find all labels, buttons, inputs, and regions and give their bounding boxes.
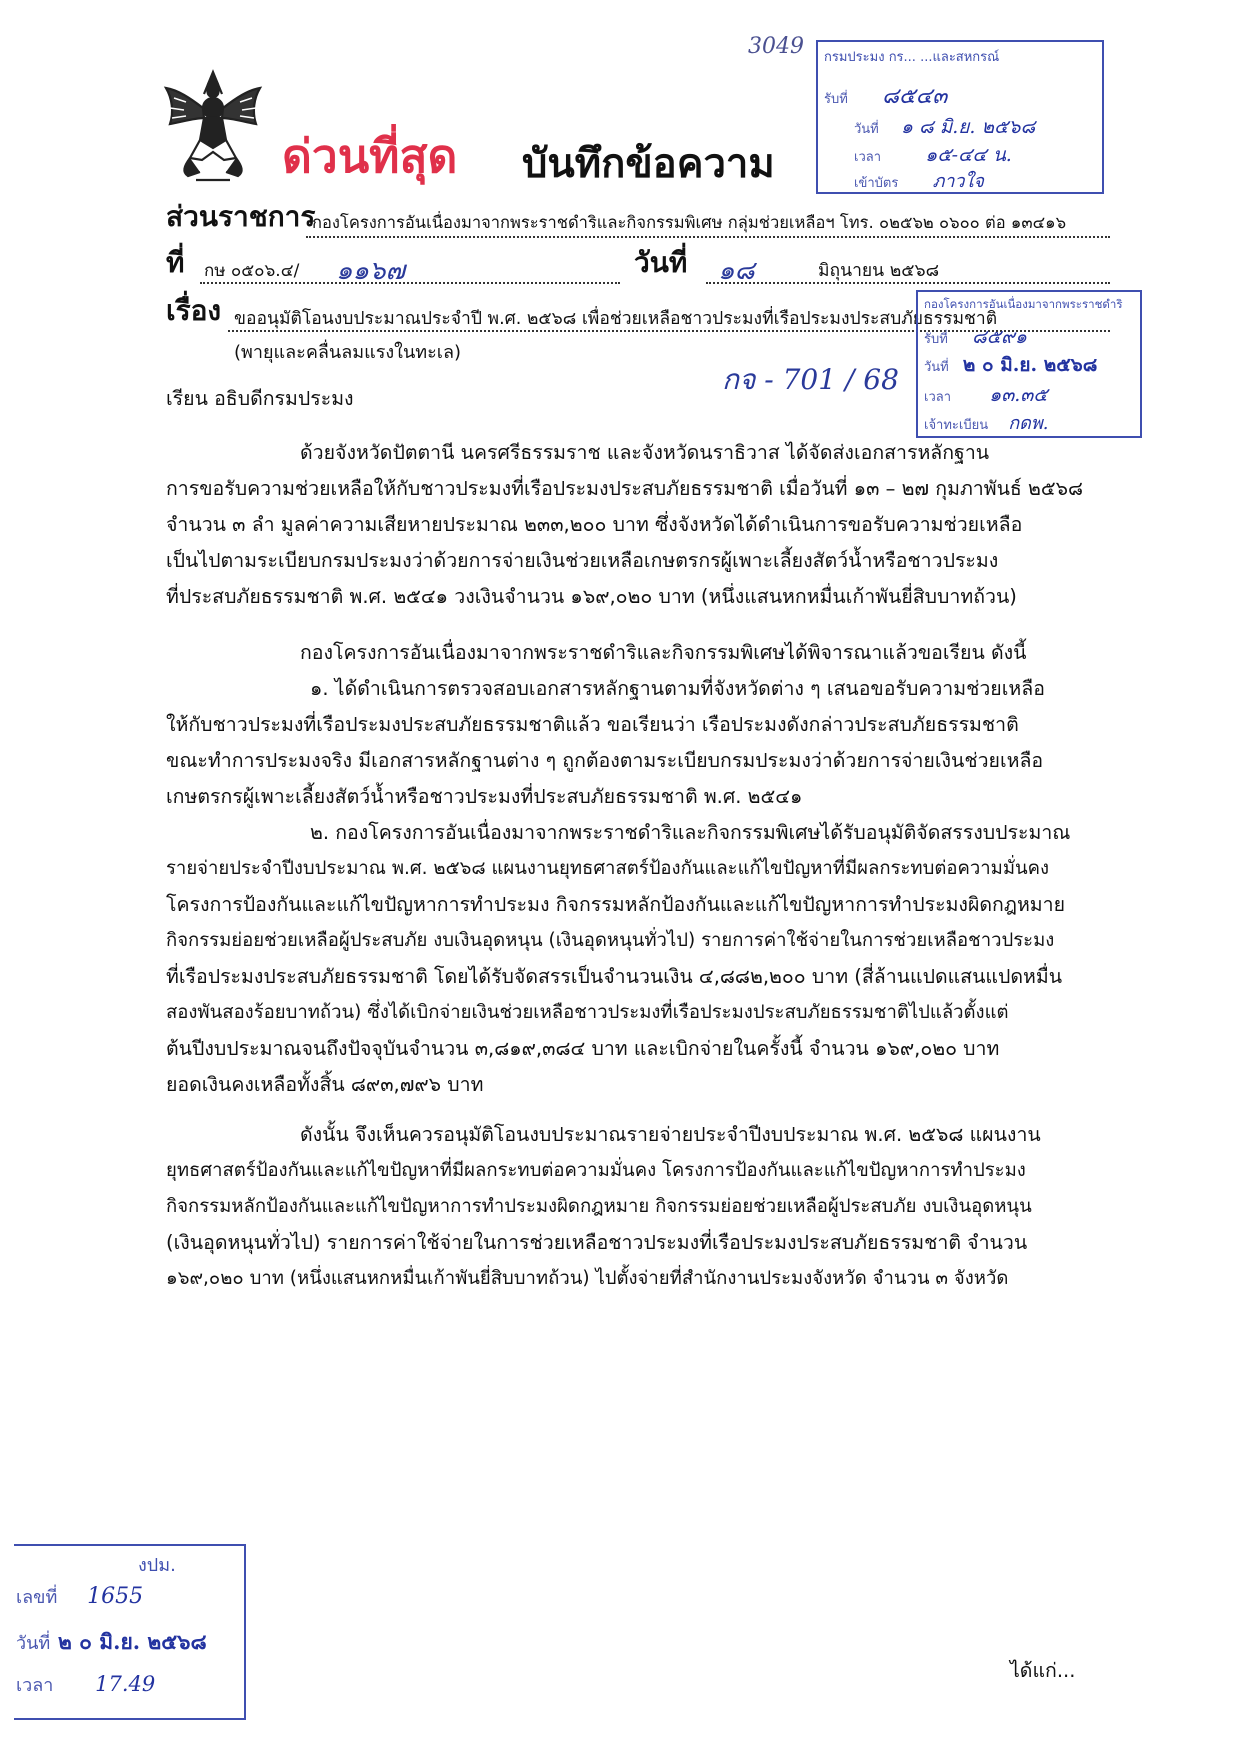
stamp-mid-date-value: ๒ ๐ มิ.ย. ๒๕๖๘	[962, 354, 1098, 376]
body-line-23: ๑๖๙,๐๒๐ บาท (หนึ่งแสนหกหมื่นเก้าพันยี่สิบบาทถ้วน) ไปตั้งจ่ายที่สำนักงานประมงจังหวัด จำนวน ๓ จังหวัด	[166, 1268, 1009, 1289]
stamp-mid-officer-value: กดพ.	[1008, 413, 1049, 434]
stamp-bottom-number-label: เลขที่	[16, 1587, 58, 1608]
subject-label: เรื่อง	[166, 294, 222, 327]
stamp-mid-received-label: รับที่	[924, 332, 948, 347]
body-line-18: ยอดเงินคงเหลือทั้งสิ้น ๘๙๓,๗๙๖ บาท	[166, 1073, 484, 1096]
body-line-8: ให้กับชาวประมงที่เรือประมงประสบภัยธรรมชาติแล้ว ขอเรียนว่า เรือประมงดังกล่าวประสบภัยธรรมชาติ	[166, 713, 1019, 736]
body-line-14: กิจกรรมย่อยช่วยเหลือผู้ประสบภัย งบเงินอุดหนุน (เงินอุดหนุนทั่วไป) รายการค่าใช้จ่ายในการช่วยเหลือชาวประมง	[166, 930, 1055, 951]
body-line-4: เป็นไปตามระเบียบกรมประมงว่าด้วยการจ่ายเงินช่วยเหลือเกษตรกรผู้เพาะเลี้ยงสัตว์น้ำหรือชาวประมง	[166, 549, 999, 572]
body-line-11: ๒. กองโครงการอันเนื่องมาจากพระราชดำริและกิจกรรมพิเศษได้รับอนุมัติจัดสรรงบประมาณ	[310, 821, 1071, 844]
body-line-3: จำนวน ๓ ลำ มูลค่าความเสียหายประมาณ ๒๓๓,๒๐๐ บาท ซึ่งจังหวัดได้ดำเนินการขอรับความช่วยเหลือ	[166, 513, 1023, 536]
body-line-13: โครงการป้องกันและแก้ไขปัญหาการทำประมง กิจกรรมหลักป้องกันและแก้ไขปัญหาการทำประมงผิดกฎหมาย	[166, 893, 1066, 916]
number-value: กษ ๐๕๐๖.๔/	[204, 261, 300, 281]
stamp-bottom-date-label: วันที่	[16, 1633, 51, 1654]
urgency-label: ด่วนที่สุด	[282, 129, 458, 183]
stamp-mid-officer-label: เจ้าทะเบียน	[924, 418, 989, 433]
stamp-bottom-time-value: 17.49	[95, 1672, 156, 1696]
body-line-12: รายจ่ายประจำปีงบประมาณ พ.ศ. ๒๕๖๘ แผนงานยุทธศาสตร์ป้องกันและแก้ไขปัญหาที่มีผลกระทบต่อความมั่นคง	[166, 858, 1050, 879]
date-dotted-line	[706, 282, 1110, 284]
received-stamp-bottom	[14, 1544, 246, 1720]
continuation-marker: ได้แก่...	[1010, 1659, 1076, 1682]
stamp-top-officer-value: ภาวใจ	[932, 171, 984, 192]
doc-type-title: บันทึกข้อความ	[522, 141, 775, 187]
agency-dotted-line	[306, 236, 1110, 238]
handwritten-corner-note: 3049	[748, 34, 804, 59]
stamp-mid-date-label: วันที่	[924, 360, 949, 375]
date-day-handwritten: ๑๘	[718, 256, 755, 286]
stamp-bottom-number-value: 1655	[87, 1584, 144, 1609]
stamp-bottom-title: งปม.	[138, 1555, 176, 1576]
stamp-top-time-value: ๑๕-๔๔ น.	[925, 144, 1012, 166]
salutation: เรียน อธิบดีกรมประมง	[166, 387, 354, 410]
body-line-2: การขอรับความช่วยเหลือให้กับชาวประมงที่เรือประมงประสบภัยธรรมชาติ เมื่อวันที่ ๑๓ – ๒๗ กุมภาพันธ์ ๒๕๖๘	[166, 477, 1084, 500]
number-handwritten: ๑๑๖๗	[336, 256, 406, 286]
body-line-5: ที่ประสบภัยธรรมชาติ พ.ศ. ๒๕๔๑ วงเงินจำนวน ๑๖๙,๐๒๐ บาท (หนึ่งแสนหกหมื่นเก้าพันยี่สิบบาทถ้วน)	[166, 585, 1017, 608]
stamp-bottom-date-value: ๒ ๐ มิ.ย. ๒๕๖๘	[58, 1629, 207, 1654]
stamp-top-date-value: ๑ ๘ มิ.ย. ๒๕๖๘	[900, 116, 1036, 138]
handwritten-reference: กจ - 701 / 68	[722, 363, 899, 396]
stamp-top-date-label: วันที่	[854, 122, 879, 137]
number-label: ที่	[166, 246, 185, 279]
garuda-emblem-icon	[160, 68, 266, 186]
body-line-22: (เงินอุดหนุนทั่วไป) รายการค่าใช้จ่ายในการช่วยเหลือชาวประมงที่เรือประมงประสบภัยธรรมชาติ จำนวน	[166, 1231, 1028, 1254]
stamp-top-received-value: ๘๕๔๓	[881, 84, 948, 109]
agency-value: กองโครงการอันเนื่องมาจากพระราชดำริและกิจกรรมพิเศษ กลุ่มช่วยเหลือฯ โทร. ๐๒๕๖๒ ๐๖๐๐ ต่อ ๑๓๔๑๖	[312, 213, 1067, 232]
body-line-19: ดังนั้น จึงเห็นควรอนุมัติโอนงบประมาณรายจ่ายประจำปีงบประมาณ พ.ศ. ๒๕๖๘ แผนงาน	[300, 1123, 1041, 1146]
body-line-15: ที่เรือประมงประสบภัยธรรมชาติ โดยได้รับจัดสรรเป็นจำนวนเงิน ๔,๘๘๒,๒๐๐ บาท (สี่ล้านแปดแสนแปดหมื่น	[166, 965, 1063, 988]
date-label: วันที่	[634, 246, 688, 279]
body-line-1: ด้วยจังหวัดปัตตานี นครศรีธรรมราช และจังหวัดนราธิวาส ได้จัดส่งเอกสารหลักฐาน	[300, 441, 990, 464]
body-line-9: ขณะทำการประมงจริง มีเอกสารหลักฐานต่าง ๆ ถูกต้องตามระเบียบกรมประมงว่าด้วยการจ่ายเงินช่วยเหลือ	[166, 749, 1044, 772]
stamp-top-officer-label: เข้าบัตร	[854, 176, 899, 191]
stamp-mid-time-value: ๑๓.๓๕	[989, 384, 1048, 406]
agency-label: ส่วนราชการ	[166, 200, 316, 233]
stamp-top-time-label: เวลา	[854, 150, 882, 165]
received-stamp-top	[816, 40, 1104, 194]
body-line-21: กิจกรรมหลักป้องกันและแก้ไขปัญหาการทำประมงผิดกฎหมาย กิจกรรมย่อยช่วยเหลือผู้ประสบภัย งบเงินอุดหนุน	[166, 1196, 1032, 1217]
subject-line1: ขออนุมัติโอนงบประมาณประจำปี พ.ศ. ๒๕๖๘ เพื่อช่วยเหลือชาวประมงที่เรือประมงประสบภัยธรรมชาติ	[234, 309, 998, 329]
stamp-mid-received-value: ๘๕๙๑	[971, 326, 1027, 348]
received-stamp-mid	[916, 290, 1142, 438]
body-line-6: กองโครงการอันเนื่องมาจากพระราชดำริและกิจกรรมพิเศษได้พิจารณาแล้วขอเรียน ดังนี้	[300, 641, 1027, 664]
body-line-17: ต้นปีงบประมาณจนถึงปัจจุบันจำนวน ๓,๘๑๙,๓๘๔ บาท และเบิกจ่ายในครั้งนี้ จำนวน ๑๖๙,๐๒๐ บาท	[166, 1037, 1000, 1060]
stamp-mid-title: กองโครงการอันเนื่องมาจากพระราชดำริ	[924, 297, 1123, 311]
stamp-bottom-time-label: เวลา	[16, 1675, 54, 1696]
body-line-7: ๑. ได้ดำเนินการตรวจสอบเอกสารหลักฐานตามที่จังหวัดต่าง ๆ เสนอขอรับความช่วยเหลือ	[310, 677, 1045, 700]
date-rest: มิถุนายน ๒๕๖๘	[818, 261, 940, 281]
stamp-top-title: กรมประมง กร... ...และสหกรณ์	[824, 50, 1000, 65]
body-line-16: สองพันสองร้อยบาทถ้วน) ซึ่งได้เบิกจ่ายเงินช่วยเหลือชาวประมงที่เรือประมงประสบภัยธรรมชาติไปแล้วตั้งแต่	[166, 1002, 1009, 1023]
body-line-10: เกษตรกรผู้เพาะเลี้ยงสัตว์น้ำหรือชาวประมงที่ประสบภัยธรรมชาติ พ.ศ. ๒๕๔๑	[166, 785, 803, 808]
subject-line2: (พายุและคลื่นลมแรงในทะเล)	[234, 342, 462, 363]
stamp-top-received-label: รับที่	[824, 92, 848, 107]
stamp-mid-time-label: เวลา	[924, 390, 952, 405]
body-line-20: ยุทธศาสตร์ป้องกันและแก้ไขปัญหาที่มีผลกระทบต่อความมั่นคง โครงการป้องกันและแก้ไขปัญหาการทำประมง	[166, 1160, 1026, 1181]
number-dotted-line	[200, 282, 620, 284]
